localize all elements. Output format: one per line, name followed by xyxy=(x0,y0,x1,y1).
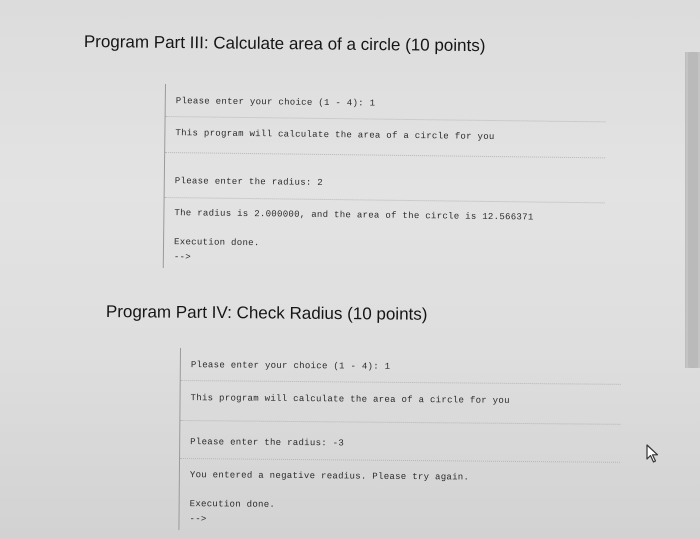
part4-console-output xyxy=(178,348,621,534)
line-separator xyxy=(165,197,605,203)
line-separator xyxy=(165,152,605,158)
part4-title: Program Part IV: Check Radius (10 points) xyxy=(105,302,428,324)
mouse-pointer-icon xyxy=(646,444,662,464)
console-line: You entered a negative readius. Please try again. xyxy=(189,470,470,483)
console-prompt: --> xyxy=(173,252,192,263)
console-line: Please enter the radius: 2 xyxy=(174,176,324,188)
console-line: Please enter your choice (1 - 4): 1 xyxy=(175,96,376,109)
part3-console-output xyxy=(163,84,606,273)
console-line: Execution done. xyxy=(189,499,276,510)
console-line: The radius is 2.000000, and the area of the circle is 12.566371 xyxy=(174,208,534,223)
part3-title: Program Part III: Calculate area of a circle (10 points) xyxy=(83,32,486,56)
console-line: This program will calculate the area of a circle for you xyxy=(190,393,510,406)
vertical-scrollbar[interactable] xyxy=(685,52,700,368)
console-line: Execution done. xyxy=(174,237,260,249)
scrollbar-thumb[interactable] xyxy=(688,52,698,368)
line-separator xyxy=(181,380,621,385)
line-separator xyxy=(180,458,620,463)
console-line: Please enter your choice (1 - 4): 1 xyxy=(190,360,391,372)
line-separator xyxy=(166,116,606,122)
console-line: This program will calculate the area of a circle for you xyxy=(175,128,495,143)
line-separator xyxy=(180,420,620,425)
console-line: Please enter the radius: -3 xyxy=(190,437,345,449)
console-prompt: --> xyxy=(189,514,207,525)
